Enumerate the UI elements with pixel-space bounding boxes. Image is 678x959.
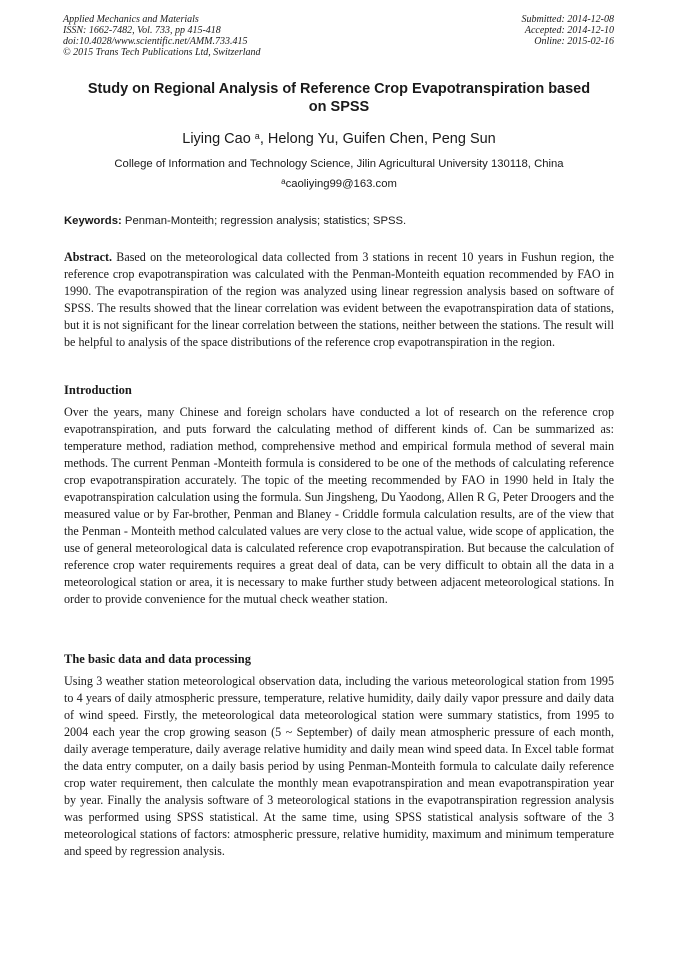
author-affiliation: College of Information and Technology Science, Jilin Agricultural University 130118, China xyxy=(114,158,564,170)
journal-issn: ISSN: 1662-7482, Vol. 733, pp 415-418 xyxy=(63,25,221,36)
email-affiliation-mark: a xyxy=(281,177,286,186)
journal-doi[interactable]: doi:10.4028/www.scientific.net/AMM.733.415 xyxy=(63,36,248,47)
email-address[interactable]: caoliying99@163.com xyxy=(285,178,397,190)
journal-info xyxy=(63,14,261,58)
abstract-text: Based on the meteorological data collected from 3 stations in recent 10 years in Fushun region, the reference crop evapotranspiration was calculated with the Penman-Monteith equation recommended by FAO in 1990. The evapotranspiration of the region was analyzed using linear regression analysis based on software of SPSS. The results showed that the linear correlation was evident between the evapotranspiration data of stations, but it is not significant for the linear correlation between the stations, neither between the stations. The result will be helpful to analysis of the space distributions of the reference crop evapotranspiration in the region. xyxy=(64,250,614,349)
submitted-date: Submitted: 2014-12-08 xyxy=(521,14,614,25)
first-author-affiliation-mark: a xyxy=(254,131,260,141)
keywords-label: Keywords: xyxy=(64,215,122,227)
author-email xyxy=(60,177,618,191)
introduction-paragraph: Over the years, many Chinese and foreign scholars have conducted a lot of research on the reference crop evapotranspiration, and puts forward the calculating method of different kinds of. Can be summarized as: temperature method, radiation method, comprehensive method and empirical formula method of several main methods. The current Penman -Monteith formula is considered to be one of the methods of calculating reference crop evapotranspiration accurately. The topic of the meeting recommended by FAO in 1990 held in Italy the evapotranspiration calculation using the formula. Sun Jingsheng, Du Yaodong, Allen R G, Peter Droogers and the measured value or by Far-brother, Penman and Blaney - Criddle formula calculation results, are of the view that the Penman - Monteith method calculated values are very close to the actual value, wide scope of application, the use of general meteorological data is calculated reference crop evapotranspiration. But because the calculation of reference crop water requirements requires a great deal of data, can be very difficult to obtain all the data in a meteorological station or area, it is necessary to make further study between adjacent meteorological stations. In order to provide convenience for the mutual check weather station. xyxy=(64,405,614,606)
paper-title xyxy=(60,80,618,116)
journal-header xyxy=(63,14,614,58)
author-list xyxy=(60,130,618,148)
section-body-introduction xyxy=(64,404,614,608)
section-heading-data-processing: The basic data and data processing xyxy=(64,652,251,666)
section-heading-introduction: Introduction xyxy=(64,383,132,397)
data-processing-paragraph: Using 3 weather station meteorological observation data, including the various meteorological station from 1995 to 4 years of daily atmospheric pressure, temperature, relative humidity, daily daily vapor pressure and daily data of wind speed. Firstly, the meteorological data meteorological station were summary statistics, from 1995 to 2004 each year the crop growing season (5 ~ September) of daily mean atmospheric pressure of each month, daily average temperature, daily average relative humidity and daily mean wind speed data. In Excel table format the data entry computer, on a daily basis period by using Penman-Monteith formula to calculate daily reference crop water requirement, then calculate the monthly mean evapotranspiration and mean evapotranspiration year by year. Finally the analysis software of 3 meteorological stations in the evapotranspiration regression analysis was performed using SPSS statistical. At the same time, using SPSS statistical analysis software of the 3 meteorological stations of factors: atmospheric pressure, relative humidity, maximum and minimum temperature and speed by regression analysis. xyxy=(64,674,614,858)
keywords-text: Penman-Monteith; regression analysis; statistics; SPSS. xyxy=(121,215,407,227)
abstract xyxy=(64,249,614,351)
accepted-date: Accepted: 2014-12-10 xyxy=(524,25,614,36)
publication-dates xyxy=(522,14,615,47)
first-author: Liying Cao xyxy=(182,131,251,147)
keywords xyxy=(64,214,614,228)
abstract-label: Abstract. xyxy=(64,250,113,264)
online-date: Online: 2015-02-16 xyxy=(534,36,614,47)
paper-title-line-1: Study on Regional Analysis of Reference Crop Evapotranspiration based xyxy=(87,81,591,97)
journal-copyright: © 2015 Trans Tech Publications Ltd, Switzerland xyxy=(63,47,261,58)
paper-title-line-2: on SPSS xyxy=(308,99,370,115)
other-authors: , Helong Yu, Guifen Chen, Peng Sun xyxy=(259,131,496,147)
section-body-data-processing xyxy=(64,673,614,860)
journal-name: Applied Mechanics and Materials xyxy=(63,14,199,25)
